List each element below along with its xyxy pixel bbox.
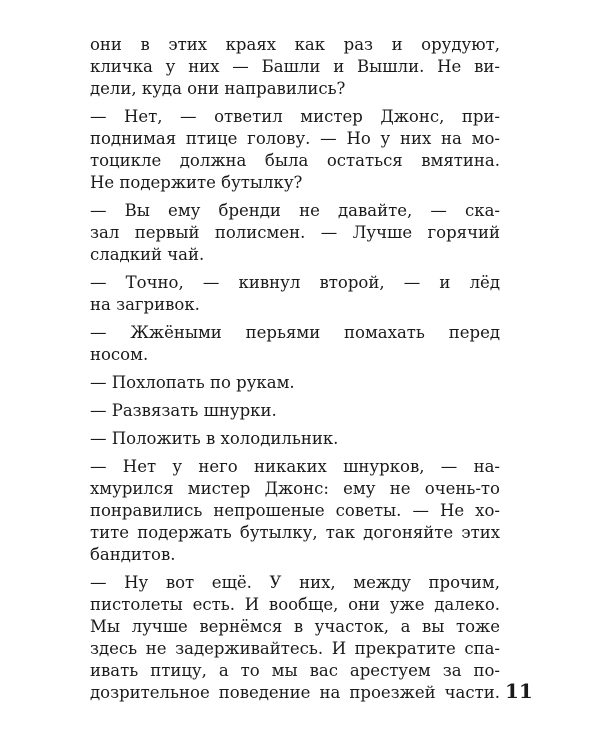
text-line: — Похлопать по рукам. [90, 373, 295, 392]
text-line: — Вы ему бренди не давайте, — ска- [90, 201, 500, 220]
paragraph-3 [90, 200, 500, 266]
paragraph-8 [90, 428, 500, 450]
text-line: на загривок. [90, 295, 200, 314]
paragraph-9 [90, 456, 500, 566]
paragraph-6 [90, 372, 500, 394]
text-line: хмурился мистер Джонс: ему не очень-то [90, 479, 500, 498]
paragraph-5 [90, 322, 500, 366]
text-line: поднимая птице голову. — Но у них на мо- [90, 129, 500, 148]
body-text [90, 34, 500, 710]
text-line: Не подержите бутылку? [90, 173, 303, 192]
text-line: ивать птицу, а то мы вас арестуем за по- [90, 661, 500, 680]
paragraph-7 [90, 400, 500, 422]
text-line: бандитов. [90, 545, 176, 564]
text-line: — Нет у него никаких шнурков, — на- [90, 457, 500, 476]
text-line: — Положить в холодильник. [90, 429, 339, 448]
text-line: дозрительное поведение на проезжей части. [90, 683, 500, 702]
text-line: — Нет, — ответил мистер Джонс, при- [90, 107, 500, 126]
text-line: кличка у них — Башли и Вышли. Не ви- [90, 57, 500, 76]
text-line: сладкий чай. [90, 245, 205, 264]
paragraph-10 [90, 572, 500, 704]
text-line: они в этих краях как раз и орудуют, [90, 35, 500, 54]
paragraph-1 [90, 34, 500, 100]
text-line: носом. [90, 345, 149, 364]
text-line: тоцикле должна была остаться вмятина. [90, 151, 500, 170]
text-line: тите подержать бутылку, так догоняйте этих [90, 523, 500, 542]
page-number: 11 [505, 679, 533, 703]
text-line: дели, куда они направились? [90, 79, 346, 98]
paragraph-4 [90, 272, 500, 316]
text-line: зал первый полисмен. — Лучше горячий [90, 223, 500, 242]
text-line: здесь не задерживайтесь. И прекратите спа- [90, 639, 500, 658]
paragraph-2 [90, 106, 500, 194]
text-line: Мы лучше вернёмся в участок, а вы тоже [90, 617, 500, 636]
text-line: — Точно, — кивнул второй, — и лёд [90, 273, 500, 292]
text-line: — Ну вот ещё. У них, между прочим, [90, 573, 500, 592]
text-line: — Жжёными перьями помахать перед [90, 323, 500, 342]
text-line: пистолеты есть. И вообще, они уже далеко. [90, 595, 500, 614]
text-line: — Развязать шнурки. [90, 401, 277, 420]
text-line: понравились непрошеные советы. — Не хо- [90, 501, 500, 520]
